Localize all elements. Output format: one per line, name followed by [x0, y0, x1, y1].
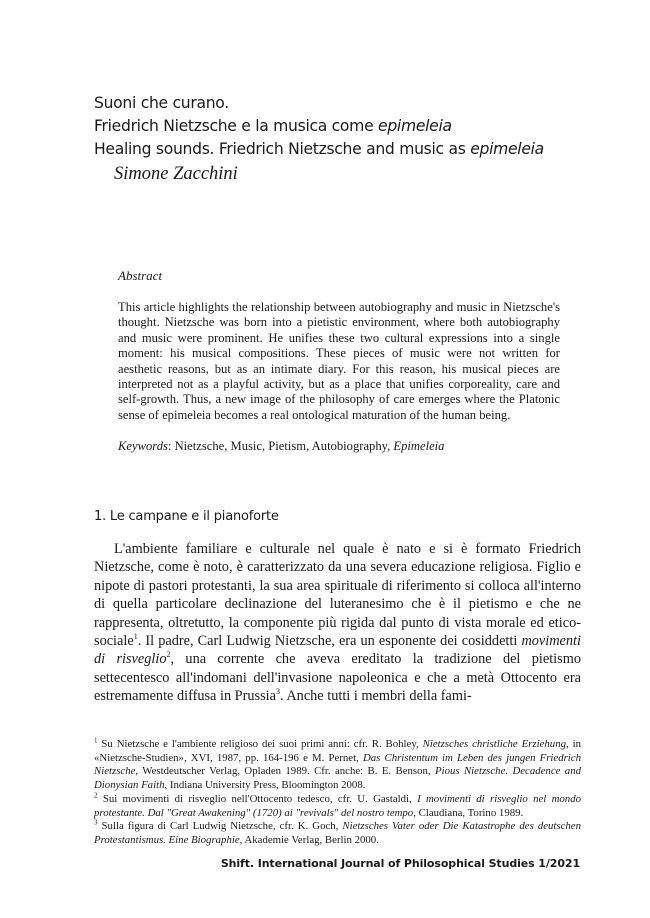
footnote-1-text-c: , in «Nietzsche-Studien», XVI, 1987, pp. 164-196 e M. Pernet, — [94, 738, 581, 764]
title-italian-line2 — [94, 115, 594, 138]
footnotes-block — [94, 738, 581, 848]
footnote-1-text-e: , Westdeutscher Verlag, Opladen 1989. Cfr. anche: B. E. Benson, — [135, 765, 435, 778]
body-paragraph — [94, 540, 581, 706]
abstract-heading: Abstract — [118, 268, 163, 283]
author-name: Simone Zacchini — [114, 164, 238, 184]
body-italic-term: movimenti di risveglio — [94, 633, 581, 668]
footnote-ref-1[interactable]: 1 — [133, 632, 138, 642]
keywords-italic: Epimeleia — [393, 439, 445, 454]
footnote-2-text-c: , Claudiana, Torino 1989. — [413, 806, 524, 819]
title-italian-line1: Suoni che curano. — [94, 94, 229, 112]
footnote-2 — [94, 793, 581, 820]
footnote-2-title: I movimenti di risveglio nel mondo protestante. Dal "Great Awakening" (1720) ai "revivals" del nostro tempo — [94, 792, 581, 819]
footnote-3-text-a: Sulla figura di Carl Ludwig Nietzsche, cfr. K. Goch, — [97, 820, 343, 833]
body-text-4: . Anche tutti i membri della fami- — [279, 688, 472, 705]
keywords-label: Keywords — [118, 439, 168, 454]
keywords-line — [118, 439, 560, 454]
abstract-block — [118, 268, 560, 454]
title-italian-line2-italic: epimeleia — [378, 117, 452, 135]
footnote-3-number: 3 — [94, 818, 98, 827]
footnote-1-number: 1 — [94, 736, 98, 745]
title-english — [94, 138, 594, 161]
keywords-text: : Nietzsche, Music, Pietism, Autobiography, — [167, 439, 394, 454]
section-heading: 1. Le campane e il pianoforte — [94, 509, 279, 524]
footnote-1-title-1: Nietzsches christliche Erziehung — [422, 738, 566, 750]
footnote-ref-2[interactable]: 2 — [166, 650, 171, 660]
footnote-1-text-g: , Indiana University Press, Bloomington 2008. — [164, 779, 366, 792]
footnote-1-title-2: Das Christentum im Leben des jungen Friedrich Nietzsche — [94, 751, 581, 778]
abstract-body: This article highlights the relationship between autobiography and music in Nietzsche's thought. Nietzsche was born into a pietistic environment, where both autobiography and music were prominent. He unifies these two cultural expressions into a single moment: his musical compositions. These pieces of music were not written for aesthetic reasons, but as an intimate diary. For this reason, his musical pieces are interpreted not as a playful activity, but as a place that unifies corporeality, care and self-growth. Thus, a new image of the philosophy of care emerges where the Platonic sense of epimeleia becomes a real ontological maturation of the human being. — [118, 300, 560, 422]
footnote-1-title-3: Pious Nietzsche. Decadence and Dionysian Faith — [94, 765, 581, 792]
footnote-1 — [94, 738, 581, 793]
footnote-ref-3[interactable]: 3 — [275, 687, 280, 697]
title-english-text: Healing sounds. Friedrich Nietzsche and music as — [94, 140, 471, 158]
footnote-3-text-c: , Akademie Verlag, Berlin 2000. — [239, 833, 379, 846]
footnote-3-title: Nietzsches Vater oder Die Katastrophe des deutschen Protestantismus. Eine Biographie — [94, 820, 581, 846]
footnote-1-text-a: Su Nietzsche e l'ambiente religioso dei suoi primi anni: cfr. R. Bohley, — [97, 738, 423, 750]
journal-footer: Shift. International Journal of Philosophical Studies 1/2021 — [220, 857, 580, 870]
footnote-2-number: 2 — [94, 791, 98, 800]
title-italian-line2-text: Friedrich Nietzsche e la musica come — [94, 117, 379, 135]
article-title-block — [94, 92, 594, 186]
body-text-2: . Il padre, Carl Ludwig Nietzsche, era un esponente dei cosiddetti — [137, 633, 522, 650]
body-text-3: , una corrente che aveva ereditato la tradizione del pietismo settecentesco all'indomani dell'invasione napoleonica e che a metà Ottocento era estremamente diffusa in Prussia — [94, 651, 581, 705]
body-text-1: L'ambiente familiare e culturale nel quale è nato e si è formato Friedrich Nietzsche, come è noto, è caratterizzato da una severa educazione religiosa. Figlio e nipote di pastori protestanti, la sua area spirituale di riferimento si colloca all'interno di quella particolare declinazione del luteranesimo che è il pietismo e che ne rappresenta, oltretutto, la componente più rigida dal punto di vista morale ed etico-sociale — [94, 541, 581, 650]
title-english-italic: epimeleia — [470, 140, 544, 158]
footnote-2-text-a: Sui movimenti di risveglio nell'Ottocento tedesco, cfr. U. Gastaldi, — [97, 792, 418, 805]
footnote-3 — [94, 820, 581, 847]
